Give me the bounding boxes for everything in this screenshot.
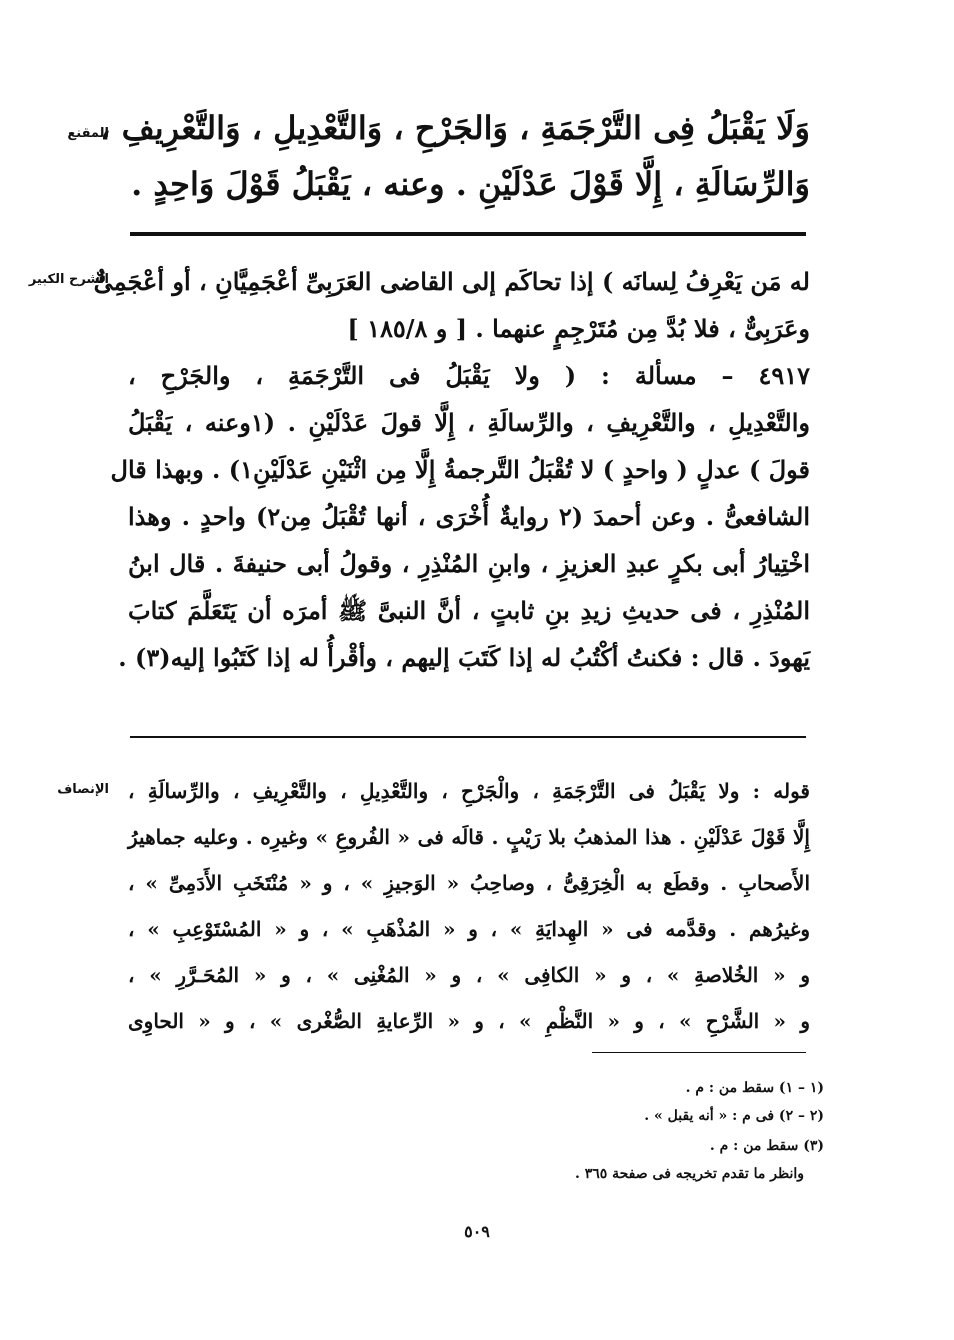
sharh-line: قولَ ) عدلٍ ( واحدٍ ) لا تُقْبَلُ التَّرجمةُ إِلَّا مِن اثْنَيْنِ عَدْلَيْنِ١) . وبهذا قال	[110, 455, 810, 484]
divider-thin	[130, 736, 806, 738]
divider-thick	[130, 232, 806, 236]
section-label-insaf: الإنصاف	[57, 782, 109, 797]
insaf-line: وغيرُهم . وقدَّمه فى « الهِدايَةِ » ، و « المُذْهَبِ » ، و « المُسْتَوْعِبِ » ،	[128, 917, 810, 941]
sharh-line: اخْتِيارُ أبى بكرٍ عبدِ العزيزِ ، وابنِ المُنْذِرِ ، وقولُ أبى حنيفةَ . قال ابنُ	[128, 549, 810, 578]
sharh-line: له مَن يَعْرِفُ لِسانَه ) إذا تحاكَم إلى القاضى العَرَبِىِّ أعْجَمِيَّانِ ، أو أعْجَمِىٌّ	[93, 267, 810, 296]
sharh-line: ٤٩١٧ – مسألة : ( ولا يَقْبَلُ فى التَّرْجَمَةِ ، والجَرْحِ ،	[128, 361, 810, 390]
insaf-line: إِلَّا قَوْلَ عَدْلَيْنِ . هذا المذهبُ بلا رَيْبٍ . قالَه فى « الفُروعِ » وغيرِه . وعليه جماهيرُ	[128, 825, 810, 849]
sharh-line: وعَرَبِىٌّ ، فلا بُدَّ مِن مُتَرْجِمٍ عنهما . [ و ١٨٥/٨ ]	[347, 314, 810, 343]
footnote: (٢ – ٢) فى م : « أنه يقبل » .	[644, 1108, 824, 1124]
insaf-line: الأَصحابِ . وقطَع به الْخِرَقِىُّ ، وصاحِبُ « الوَجيزِ » ، و « مُنْتَخَبِ الأَدَمِىِّ » ،	[128, 871, 810, 895]
footnote: وانظر ما تقدم تخريجه فى صفحة ٣٦٥ .	[574, 1166, 804, 1182]
sharh-text	[93, 258, 811, 681]
sharh-line: يَهودَ . قال : فكنتُ أكْتُبُ له إذا كَتَبَ إليهم ، وأقْرأُ له إذا كَتَبُوا إليه(٣) .	[118, 643, 810, 672]
footnote-rule	[592, 1052, 806, 1053]
sharh-line: والتَّعْدِيلِ ، والتَّعْرِيفِ ، والرِّسالَةِ ، إِلَّا قولَ عَدْلَيْنِ . (١وعنه ، يَقْبَلُ	[128, 408, 811, 437]
insaf-text	[128, 768, 810, 1044]
muqni-line: وَلَا يَقْبَلُ فِى التَّرْجَمَةِ ، وَالجَرْحِ ، وَالتَّعْدِيلِ ، وَالتَّعْرِيفِ ،	[100, 109, 810, 147]
footnote: (١ – ١) سقط من : م .	[685, 1080, 824, 1096]
section-label-sharh: الشرح الكبير	[28, 272, 109, 287]
insaf-line: قوله : ولا يَقْبَلُ فى التَّرْجَمَةِ ، والْجَرْحِ ، والتَّعْدِيلِ ، والتَّعْرِيفِ ، والرِّسالَةِ ،	[128, 779, 810, 803]
insaf-line: و « الشَّرْحِ » ، و « النَّظْمِ » ، و « الرِّعايةِ الصُّغْرى » ، و « الحاوِى	[128, 1009, 810, 1033]
muqni-text	[100, 100, 810, 212]
sharh-line: الشافعىُّ . وعن أحمدَ (٢ روايةٌ أُخْرَى ، أنها تُقْبَلُ مِن٢) واحدٍ . وهذا	[128, 502, 811, 531]
insaf-line: و « الخُلاصةِ » ، و « الكافِى » ، و « المُغْنِى » ، و « المُحَـرَّرِ » ،	[128, 963, 810, 987]
section-label-muqni: المقنع	[67, 126, 109, 141]
page-number: ٥٠٩	[464, 1222, 490, 1241]
footnote: (٣) سقط من : م .	[709, 1138, 824, 1154]
sharh-line: المُنْذِرِ ، فى حديثِ زيدِ بنِ ثابتٍ ، أنَّ النبىَّ ﷺ أمرَه أن يَتَعَلَّمَ كتابَ	[128, 596, 811, 625]
muqni-line: وَالرِّسَالَةِ ، إِلَّا قَوْلَ عَدْلَيْنِ . وعنه ، يَقْبَلُ قَوْلَ وَاحِدٍ .	[131, 165, 810, 203]
